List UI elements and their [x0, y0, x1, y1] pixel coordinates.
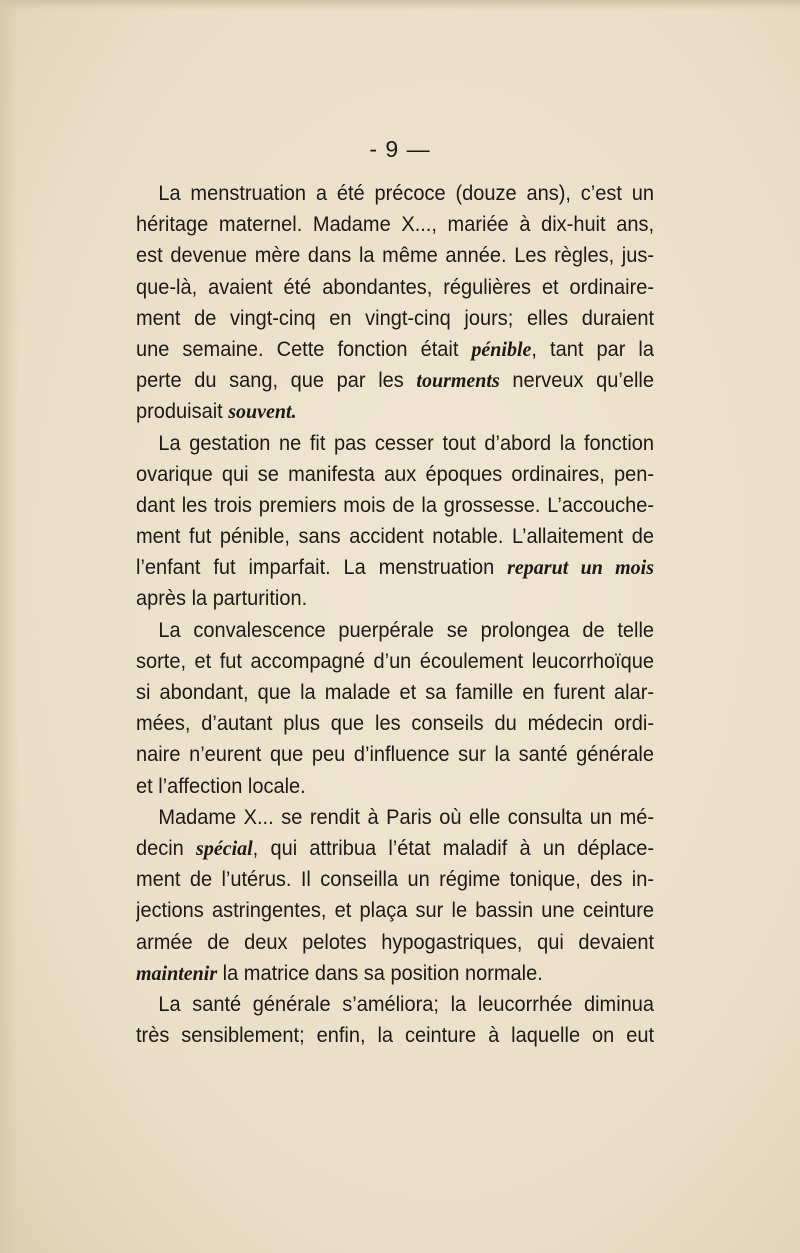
- text-line: très sensiblement; enfin, la ceinture à laquelle on eut: [136, 1023, 655, 1048]
- text-line: jections astringentes, et plaça sur le bassin une ceinture: [136, 898, 655, 923]
- text-line: ovarique qui se manifesta aux époques ordinaires, pen-: [136, 461, 655, 486]
- emphasis-text: spécial: [196, 835, 253, 860]
- page-number: - 9 —: [369, 136, 431, 162]
- text-line: [136, 334, 654, 365]
- text-segment: , tant par la: [531, 336, 654, 361]
- text-line: ment fut pénible, sans accident notable. L’allaitement de: [136, 524, 655, 549]
- text-line: si abondant, que la malade et sa famille en furent alar-: [136, 680, 655, 704]
- text-line: ment de l’utérus. Il conseilla un régime tonique, des in-: [136, 867, 655, 892]
- text-line: héritage maternel. Madame X..., mariée à dix-huit ans,: [136, 212, 655, 237]
- text-line: [136, 396, 654, 427]
- text-line: et l’affection locale.: [136, 773, 306, 798]
- text-line: après la parturition.: [136, 586, 308, 611]
- text-line: mées, d’autant plus que les conseils du médecin ordi-: [136, 711, 655, 736]
- body-text: [136, 178, 654, 1051]
- text-segment: l’enfant fut imparfait. La menstruation: [136, 555, 508, 580]
- page-left-edge: [0, 0, 18, 1253]
- text-line: [136, 365, 654, 396]
- emphasis-text: reparut un mois: [507, 555, 655, 580]
- emphasis-text: pénible: [471, 336, 532, 361]
- text-segment: , qui attribua l’état maladif à un déplace-: [252, 835, 655, 860]
- text-segment: produisait: [136, 399, 229, 424]
- text-line: La convalescence puerpérale se prolongea de telle: [158, 617, 655, 642]
- emphasis-text: tourments: [416, 368, 500, 393]
- text-line: est devenue mère dans la même année. Les règles, jus-: [136, 243, 655, 268]
- emphasis-text: maintenir: [136, 960, 218, 985]
- text-line: dant les trois premiers mois de la grossesse. L’accouche-: [136, 492, 655, 517]
- text-line: naire n’eurent que peu d’influence sur la santé générale: [136, 742, 655, 767]
- emphasis-text: souvent.: [228, 399, 297, 424]
- text-line: [136, 552, 654, 583]
- text-line: [136, 958, 654, 989]
- text-segment: une semaine. Cette fonction était: [136, 336, 472, 361]
- text-line: La gestation ne fit pas cesser tout d’abord la fonction: [158, 430, 655, 455]
- text-line: que-là, avaient été abondantes, régulières et ordinaire-: [136, 274, 655, 299]
- text-segment: nerveux qu’elle: [499, 368, 654, 393]
- text-line: Madame X... se rendit à Paris où elle consulta un mé-: [158, 804, 655, 829]
- text-line: ment de vingt-cinq en vingt-cinq jours; elles duraient: [136, 305, 655, 330]
- text-line: La menstruation a été précoce (douze ans), c’est un: [158, 181, 655, 205]
- text-segment: decin: [136, 835, 197, 860]
- page-top-edge: [0, 0, 800, 10]
- text-line: armée de deux pelotes hypogastriques, qui devaient: [136, 929, 655, 954]
- text-segment: perte du sang, que par les: [136, 368, 417, 393]
- text-line: La santé générale s’améliora; la leucorrhée diminua: [158, 991, 655, 1016]
- text-segment: la matrice dans sa position normale.: [217, 960, 543, 985]
- text-line: [136, 833, 654, 864]
- text-line: sorte, et fut accompagné d’un écoulement leucorrhoïque: [136, 648, 655, 673]
